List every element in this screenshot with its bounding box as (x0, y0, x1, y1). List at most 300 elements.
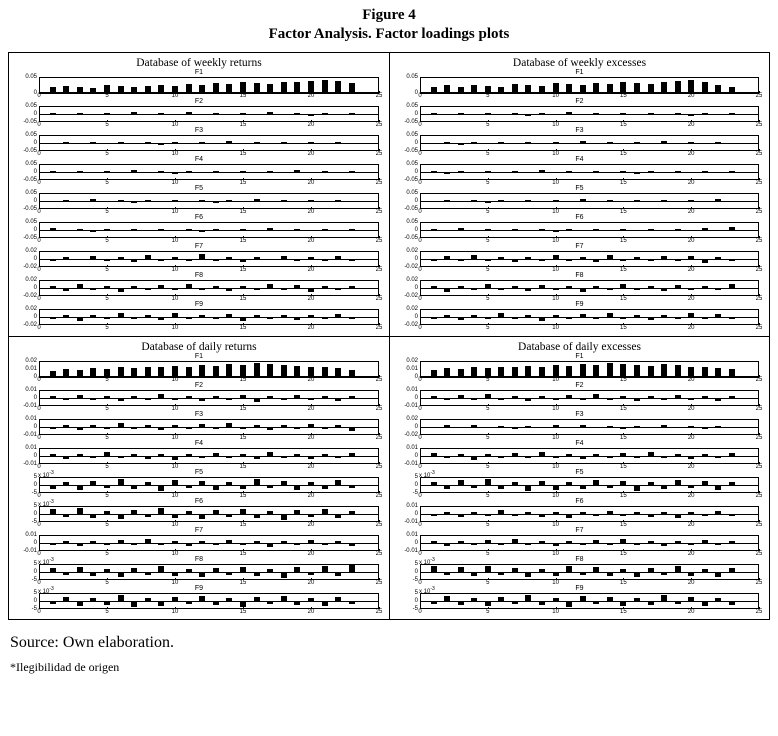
bar (172, 288, 178, 290)
bar (226, 200, 232, 201)
bar (715, 485, 721, 490)
bar (525, 512, 531, 514)
bar (308, 200, 314, 201)
plot-area (39, 280, 379, 296)
bar (580, 172, 586, 173)
bar (322, 566, 328, 572)
bar (607, 84, 613, 93)
bar (675, 229, 681, 230)
bar (281, 315, 287, 317)
bar (539, 452, 545, 456)
bar (213, 259, 219, 261)
bar (308, 398, 314, 400)
x-tick-mark (759, 578, 760, 580)
bar (580, 257, 586, 259)
bar (199, 288, 205, 290)
bar (648, 317, 654, 320)
bar (349, 543, 355, 546)
bar (131, 143, 137, 144)
bar (688, 572, 694, 576)
bar (702, 569, 708, 572)
bar (172, 597, 178, 601)
plot-area (420, 222, 759, 238)
x-tick-label: 15 (240, 464, 247, 470)
bar (525, 595, 531, 601)
bar-series (420, 419, 759, 435)
bar (240, 567, 246, 572)
bar-series (420, 390, 759, 406)
bar (294, 113, 300, 114)
bar (648, 229, 654, 230)
axis-exponent-label: x $10^{-3}$ (419, 557, 435, 566)
bar (620, 453, 626, 456)
bar (498, 87, 504, 93)
bar (294, 82, 300, 93)
x-tick-label: 10 (172, 609, 179, 615)
y-tick-label: 0.01 (25, 366, 37, 372)
x-tick-label: 5 (105, 267, 108, 273)
x-tick-label: 10 (172, 238, 179, 244)
bar (539, 229, 545, 230)
bar (267, 511, 273, 514)
bar (335, 425, 341, 427)
bar (118, 479, 124, 485)
x-tick-label: 15 (620, 406, 627, 412)
bar (539, 285, 545, 288)
x-tick-label: 0 (418, 122, 421, 128)
legibility-note: *Ilegibilidad de origen (10, 660, 778, 675)
x-tick-label: 10 (552, 93, 559, 99)
bar (240, 395, 246, 398)
bar (498, 398, 504, 400)
bar (688, 200, 694, 201)
bar (77, 317, 83, 321)
subplot-label: F6 (394, 498, 765, 505)
x-tick-mark (379, 149, 380, 151)
bar (322, 143, 328, 144)
bar (226, 423, 232, 427)
bar (186, 171, 192, 172)
bar (50, 509, 56, 514)
x-tick-label: 0 (418, 551, 421, 557)
subplot-f8 (394, 557, 765, 586)
x-tick-label: 10 (172, 122, 179, 128)
bar (580, 512, 586, 514)
x-tick-label: 10 (552, 464, 559, 470)
bar (240, 113, 246, 114)
bar (308, 142, 314, 143)
bar (131, 543, 137, 545)
bar (648, 366, 654, 377)
bar (553, 398, 559, 400)
x-tick-label: 10 (552, 180, 559, 186)
bar (607, 511, 613, 514)
bar (661, 288, 667, 291)
x-tick-label: 20 (688, 580, 695, 586)
x-tick-label: 20 (308, 406, 315, 412)
bar (715, 543, 721, 545)
bar (158, 143, 164, 145)
subplot-label: F8 (394, 556, 765, 563)
x-tick-label: 20 (308, 551, 315, 557)
x-tick-label: 15 (620, 493, 627, 499)
bar (661, 456, 667, 458)
bar (294, 285, 300, 288)
bar (186, 454, 192, 456)
x-tick-mark (379, 178, 380, 180)
bar (661, 512, 667, 514)
bar (620, 201, 626, 202)
bar (104, 485, 110, 488)
x-tick-mark (759, 236, 760, 238)
x-tick-label: 10 (552, 238, 559, 244)
subplot-label: F1 (394, 69, 765, 76)
bar (553, 485, 559, 490)
y-tick-label: 0 (415, 111, 418, 117)
bar (322, 229, 328, 230)
x-tick-mark (379, 433, 380, 435)
bar (634, 200, 640, 201)
bar (458, 369, 464, 377)
bar (702, 427, 708, 429)
bar (525, 257, 531, 259)
bar (471, 485, 477, 488)
subplot-f9 (13, 586, 385, 615)
plot-area (420, 448, 759, 464)
x-tick-label: 5 (105, 609, 108, 615)
x-tick-mark (759, 207, 760, 209)
bar (294, 567, 300, 572)
y-tick-label: 5 (415, 590, 418, 596)
y-tick-label: 0 (34, 140, 37, 146)
bar (254, 597, 260, 601)
x-tick-label: 0 (418, 325, 421, 331)
x-tick-label: 20 (688, 325, 695, 331)
bar (593, 601, 599, 604)
bar (566, 317, 572, 319)
subplot-f2 (13, 383, 385, 412)
y-tick-label: 0.02 (25, 306, 37, 312)
bar (485, 284, 491, 288)
plot-area (39, 361, 379, 377)
x-tick-label: 25 (756, 325, 763, 331)
bar (512, 84, 518, 93)
bar (498, 543, 504, 545)
bar (444, 315, 450, 317)
bar (566, 112, 572, 114)
bar (77, 508, 83, 514)
bar (620, 284, 626, 288)
bar (675, 201, 681, 202)
bar (620, 82, 626, 93)
bar (607, 572, 613, 576)
bar (498, 367, 504, 377)
x-tick-label: 0 (418, 180, 421, 186)
bar (512, 229, 518, 230)
bar (648, 452, 654, 456)
bar (267, 452, 273, 456)
bar (254, 572, 260, 576)
bar (335, 256, 341, 259)
bar (431, 286, 437, 288)
bar (145, 172, 151, 173)
bar (186, 201, 192, 202)
bar (308, 315, 314, 317)
bar (77, 87, 83, 93)
bar (104, 259, 110, 261)
subplot-label: F6 (394, 214, 765, 221)
bar (240, 143, 246, 144)
x-tick-label: 15 (620, 151, 627, 157)
bar (702, 514, 708, 516)
x-tick-label: 20 (688, 551, 695, 557)
bar (199, 230, 205, 232)
bar (431, 396, 437, 398)
bar (131, 485, 137, 489)
bar (158, 367, 164, 377)
bar-series (39, 390, 379, 406)
y-tick-label: 0 (415, 169, 418, 175)
subplot-label: F7 (13, 243, 385, 250)
x-tick-label: 15 (620, 209, 627, 215)
bar (50, 427, 56, 429)
x-tick-label: 25 (756, 580, 763, 586)
y-tick-label: 0.05 (406, 132, 418, 138)
x-tick-label: 15 (240, 551, 247, 557)
bar (104, 171, 110, 172)
bar (213, 229, 219, 230)
bar (281, 425, 287, 427)
bar (240, 427, 246, 429)
plot-area (420, 164, 759, 180)
x-tick-label: 10 (552, 122, 559, 128)
x-tick-label: 5 (486, 180, 489, 186)
bar (254, 288, 260, 290)
bar (485, 479, 491, 485)
bar (186, 543, 192, 546)
bar (172, 456, 178, 460)
bar (118, 230, 124, 231)
bar (539, 317, 545, 321)
x-tick-label: 15 (620, 464, 627, 470)
bar (607, 597, 613, 601)
x-tick-label: 10 (552, 435, 559, 441)
axis-exponent-label: x $10^{-3}$ (38, 499, 54, 508)
bar (566, 259, 572, 261)
bar (213, 171, 219, 172)
bar (172, 398, 178, 400)
bar (131, 510, 137, 514)
bar (267, 171, 273, 172)
subplot-f4 (394, 441, 765, 470)
subplot-f1 (394, 70, 765, 99)
subplot-label: F1 (394, 353, 765, 360)
bar (90, 114, 96, 115)
subplot-f9 (13, 302, 385, 331)
bar (322, 201, 328, 202)
bar (675, 259, 681, 261)
x-tick-label: 5 (105, 377, 108, 383)
bar (525, 200, 531, 201)
bar (525, 230, 531, 231)
bar (349, 83, 355, 93)
plot-area (39, 77, 379, 93)
y-tick-label: 0.02 (406, 248, 418, 254)
y-tick-label: 0.01 (406, 387, 418, 393)
bar (63, 200, 69, 201)
x-tick-mark (759, 607, 760, 609)
subplot-f4 (13, 157, 385, 186)
plot-area (39, 477, 379, 493)
bar (458, 113, 464, 114)
bar (213, 396, 219, 398)
x-tick-label: 5 (486, 238, 489, 244)
bar (145, 539, 151, 543)
bar (349, 485, 355, 488)
bar (471, 142, 477, 143)
bar (539, 143, 545, 144)
bar (199, 424, 205, 427)
bar (131, 229, 137, 230)
bar (213, 453, 219, 456)
bar (63, 482, 69, 485)
bar (485, 540, 491, 543)
quadrant-daily-returns (9, 336, 389, 619)
bar (63, 257, 69, 259)
bar (715, 257, 721, 259)
bar (715, 114, 721, 115)
bar (322, 113, 328, 114)
quadrant-title: Database of weekly returns (13, 57, 385, 69)
x-tick-label: 20 (688, 180, 695, 186)
bar (77, 567, 83, 572)
bar (240, 229, 246, 230)
bar (131, 454, 137, 456)
bar (281, 572, 287, 578)
bar (715, 398, 721, 401)
bar (294, 427, 300, 429)
subplot-label: F1 (13, 353, 385, 360)
bar (104, 201, 110, 202)
bar (525, 426, 531, 427)
y-tick-label: 0 (415, 511, 418, 517)
bar (566, 427, 572, 428)
bar (90, 88, 96, 93)
x-tick-label: 10 (172, 406, 179, 412)
bar (172, 86, 178, 93)
bar-series (39, 77, 379, 93)
bar (661, 543, 667, 546)
x-tick-label: 25 (376, 435, 383, 441)
bar (566, 84, 572, 93)
bar (593, 143, 599, 144)
bar (702, 396, 708, 398)
subplot-f6 (13, 215, 385, 244)
bar (308, 598, 314, 601)
x-tick-label: 25 (376, 296, 383, 302)
bar (104, 317, 110, 319)
x-tick-label: 5 (486, 551, 489, 557)
bar (131, 568, 137, 572)
bar (322, 171, 328, 172)
bar (498, 288, 504, 290)
subplot-f3 (394, 128, 765, 157)
bar-series (39, 564, 379, 580)
x-tick-label: 10 (552, 493, 559, 499)
bar (294, 229, 300, 230)
bar (50, 601, 56, 604)
x-tick-mark (759, 294, 760, 296)
bar (661, 82, 667, 93)
plot-area (420, 477, 759, 493)
x-tick-label: 0 (37, 122, 40, 128)
bar (431, 171, 437, 172)
bar (512, 539, 518, 543)
bar (294, 395, 300, 398)
bar (471, 543, 477, 545)
bar (294, 143, 300, 144)
y-tick-label: 0 (34, 424, 37, 430)
bar (553, 456, 559, 458)
y-tick-label: 0 (34, 90, 37, 96)
bar (145, 288, 151, 290)
bar (63, 456, 69, 459)
bar (688, 142, 694, 143)
x-tick-label: 5 (105, 435, 108, 441)
x-tick-label: 15 (240, 406, 247, 412)
x-tick-label: 25 (376, 180, 383, 186)
bar (634, 598, 640, 601)
bar (294, 201, 300, 202)
bar (213, 317, 219, 319)
bar (512, 317, 518, 319)
bar (104, 569, 110, 572)
y-tick-label: -0.02 (404, 293, 418, 299)
bar (240, 82, 246, 93)
bar (349, 171, 355, 172)
y-tick-label: 0 (415, 90, 418, 96)
bar (213, 83, 219, 93)
bar (498, 313, 504, 317)
bar (145, 425, 151, 427)
x-tick-mark (759, 91, 760, 93)
bar (702, 143, 708, 144)
y-tick-label: -0.01 (404, 519, 418, 525)
y-tick-label: 0 (34, 511, 37, 517)
bar (620, 113, 626, 114)
bar (281, 172, 287, 173)
axis-exponent-label: x $10^{-3}$ (419, 470, 435, 479)
bar (485, 454, 491, 456)
plot-area (420, 419, 759, 435)
bar-series (420, 361, 759, 377)
bar (566, 229, 572, 230)
x-tick-label: 0 (37, 93, 40, 99)
bar (50, 454, 56, 456)
bar (715, 314, 721, 317)
bar (634, 315, 640, 317)
bar (226, 598, 232, 601)
x-tick-label: 5 (486, 296, 489, 302)
plot-area (39, 309, 379, 325)
bar (131, 170, 137, 172)
bar (158, 113, 164, 114)
bar (145, 514, 151, 517)
y-tick-label: 0.02 (25, 248, 37, 254)
bar (50, 317, 56, 319)
bar (553, 598, 559, 601)
bar (702, 601, 708, 606)
